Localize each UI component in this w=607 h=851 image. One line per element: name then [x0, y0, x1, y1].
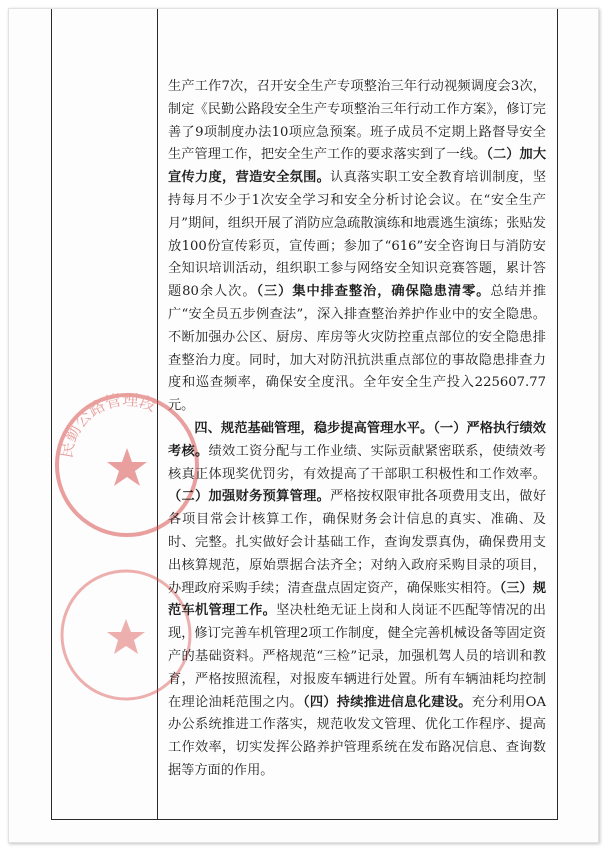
document-body [168, 76, 546, 783]
paragraph-text: 严格按权限审批各项费用支出，做好各项目常会计核算工作，确保财务会计信息的真实、准确、及时、完整。扎实做好会计基础工作，查询发票真伪，确保费用支出核算规范，原始票据合法齐全；对纳入政府采购目录的项目，办理政府采购手续；清查盘点固定资产，确保账实相符。 [168, 489, 547, 596]
subheading: （二）加大宣传力度，营造安全氛围。 [168, 147, 547, 186]
paragraph-text: 认真落实职工安全教育培训制度，坚持每月不少于1次安全学习和安全分析讨论会议。在“安全生产月”期间，组织开展了消防应急疏散演练和地震逃生演练；张贴发放100份宣传彩页，宣传画；参加了“616”安全咨询日与消防安全知识培训活动，组织职工参与网络安全知识竞赛答题，累计答题80余人次。 [168, 170, 547, 300]
paragraph-text: 坚决杜绝无证上岗和人岗证不匹配等情况的出现，修订完善车机管理2项工作制度，健全完善机械设备等固定资产的基础资料。严格规范“三检”记录，加强机驾人员的培训和教育，严格按照流程，对报废车辆进行处置。所有车辆油耗均控制在理论油耗范围之内。 [168, 603, 546, 710]
paragraph [168, 76, 546, 418]
paragraph-text: 生产工作7次，召开安全生产专项整治三年行动视频调度会3次，制定《民勤公路段安全生产专项整治三年行动工作方案》，修订完善了9项制度办法10项应急预案。班子成员不定期上路督导安全生产管理工作，把安全生产工作的要求落实到了一线。 [168, 79, 546, 163]
section-heading: 四、规范基础管理，稳步提高管理水平。 [194, 420, 434, 436]
subheading: （三）规范车机管理工作。 [168, 580, 547, 619]
table-bottom-border [51, 819, 558, 820]
table-right-border [557, 9, 558, 819]
paragraph-text: 充分利用OA办公系统推进工作落实，规范收发文管理、优化工作程序、提高工作效率，切实发挥公路养护管理系统在发布路况信息、查询数据等方面的作用。 [168, 694, 547, 778]
paragraph [168, 418, 546, 783]
subheading: （二）加强财务预算管理。 [168, 489, 331, 505]
paragraph-text: 总结并推广“安全员五步例查法”，深入排查整治养护作业中的安全隐患。不断加强办公区、厨房、库房等火灾防控重点部位的安全隐患排查整治力度。同时，加大对防汛抗洪重点部位的事故隐患排查力度和巡查频率，确保安全度汛。全年安全生产投入225607.77元。 [168, 284, 547, 414]
paragraph-text: 绩效工资分配与工作业绩、实际贡献紧密联系，使绩效考核真正体现奖优罚劣，有效提高了干部职工积极性和工作效率。 [168, 443, 547, 482]
subheading: （四）持续推进信息化建设。 [302, 694, 472, 710]
subheading: （一）严格执行绩效考核。 [168, 420, 546, 459]
svg-text:民勤公路管理段: 民勤公路管理段 [56, 390, 159, 460]
subheading: （三）集中排查整治，确保隐患清零。 [256, 284, 491, 300]
